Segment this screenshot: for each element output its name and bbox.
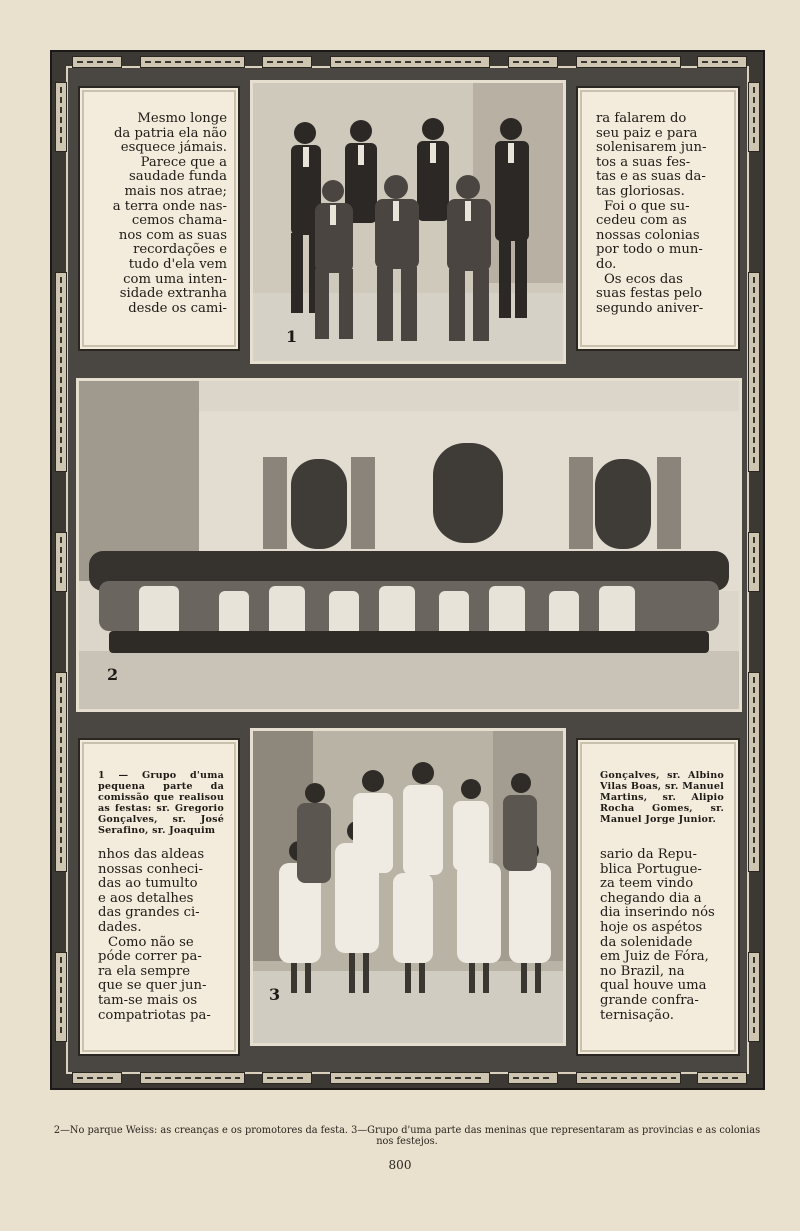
text-line: cedeu com as (596, 213, 687, 229)
ornament (72, 56, 122, 68)
text-line: Como não se (108, 934, 194, 950)
ornament (697, 56, 747, 68)
ornament (140, 56, 245, 68)
ornament (748, 532, 760, 592)
text-line: hoje os aspétos (600, 919, 703, 935)
figure-caption: 2—No parque Weiss: as creanças e os promotores da festa. 3—Grupo d'uma parte das meninas que representaram as provincias e as colonias nos festejos. (53, 1125, 761, 1147)
text-line: desde os cami- (128, 300, 227, 316)
ornament (330, 1072, 490, 1084)
text-line: Parece que a (140, 154, 227, 170)
ornament (55, 272, 67, 472)
text-line: segundo aniver- (596, 300, 704, 316)
text-line: a terra onde nas- (112, 198, 227, 214)
text-line: suas festas pelo (596, 286, 703, 302)
ornament (55, 82, 67, 152)
photo-park-weiss (76, 378, 742, 712)
photo-girls-provinces (250, 728, 566, 1046)
text-line: dades. (98, 919, 142, 935)
ornament (748, 272, 760, 472)
ornament (140, 1072, 245, 1084)
text-line: do. (596, 256, 617, 272)
text-line: qual houve uma (600, 978, 707, 994)
ornament (508, 56, 558, 68)
text-line: e aos detalhes (98, 890, 194, 906)
text-line: solenisarem jun- (596, 140, 707, 156)
page-number: 800 (388, 1158, 412, 1172)
text-line: tas e as suas da- (596, 169, 706, 185)
photo-number: 3 (269, 985, 281, 1004)
text-panel-bottom-right (576, 738, 740, 1056)
ornament (748, 952, 760, 1042)
text-panel-top-left (78, 86, 240, 351)
ornament (55, 672, 67, 872)
photo-1-caption-continued: Gonçalves, sr. Albino Vilas Boas, sr. Manuel Martins, sr. Alipio Rocha Gomes, sr. Manuel Jorge Junior. (600, 770, 724, 825)
text-line: sidade extranha (119, 286, 227, 302)
text-line: cemos chama- (131, 213, 227, 229)
text-line: Os ecos das (604, 271, 683, 287)
text-line: seu paiz e para (596, 125, 698, 141)
text-panel-bottom-left (78, 738, 240, 1056)
text-line: nhos das aldeas (98, 847, 205, 862)
column-text (89, 112, 227, 316)
text-line: chegando dia a (600, 890, 702, 906)
text-line: ra falarem do (596, 111, 687, 126)
text-line: tudo d'ela vem (128, 256, 227, 272)
column-text (596, 112, 724, 316)
text-panel-top-right (576, 86, 740, 351)
ornament (697, 1072, 747, 1084)
ornament (262, 56, 312, 68)
text-line: nossas conheci- (98, 861, 203, 877)
text-line: por todo o mun- (596, 242, 703, 258)
ornament (576, 56, 681, 68)
photo-3-image (253, 731, 563, 1043)
ornament (55, 952, 67, 1042)
text-line: grande confra- (600, 992, 699, 1008)
photo-1-image (253, 83, 563, 361)
text-line: das grandes ci- (98, 905, 200, 921)
ornament (748, 82, 760, 152)
text-line: que se quer jun- (98, 978, 207, 994)
ornament (508, 1072, 558, 1084)
text-line: Mesmo longe (137, 111, 227, 126)
ornament (576, 1072, 681, 1084)
text-line: mais nos atrae; (124, 183, 227, 199)
text-line: da solenidade (600, 934, 693, 950)
text-line: ra ela sempre (98, 963, 191, 979)
text-line: tam-se mais os (98, 992, 198, 1008)
text-line: sario da Repu- (600, 847, 697, 862)
text-line: saudade funda (128, 169, 227, 185)
ornament (72, 1072, 122, 1084)
text-line: tos a suas fes- (596, 154, 691, 170)
text-line: Foi o que su- (604, 198, 690, 214)
ornament (748, 672, 760, 872)
photo-number: 2 (107, 665, 119, 684)
photo-commission-group (250, 80, 566, 364)
text-line: dia inserindo nós (600, 905, 715, 921)
photo-2-image (79, 381, 739, 709)
text-line: em Juiz de Fóra, (600, 949, 709, 965)
text-line: tas gloriosas. (596, 183, 685, 199)
text-line: za teem vindo (600, 876, 694, 892)
text-line: nossas colonias (596, 227, 700, 243)
text-line: com uma inten- (123, 271, 227, 287)
photo-1-caption: 1 — Grupo d'uma pequena parte da comissão que realisou as festas: sr. Gregorio Gonçalves, sr. José Serafino, sr. Joaquim (98, 770, 224, 836)
text-line: nos com as suas (118, 227, 227, 243)
text-line: ternisação. (600, 1007, 674, 1023)
column-text (600, 848, 724, 1023)
ornament (55, 532, 67, 592)
text-line: compatriotas pa- (98, 1007, 211, 1023)
text-line: no Brazil, na (600, 963, 685, 979)
text-line: póde correr pa- (98, 949, 202, 965)
text-line: das ao tumulto (98, 876, 198, 892)
text-line: blica Portugue- (600, 861, 702, 877)
ornament (330, 56, 490, 68)
ornament (262, 1072, 312, 1084)
text-line: recordações e (133, 242, 227, 258)
text-line: da patria ela não (113, 125, 227, 141)
photo-number: 1 (286, 327, 298, 346)
column-text (98, 848, 224, 1023)
text-line: esquece jámais. (120, 140, 227, 156)
